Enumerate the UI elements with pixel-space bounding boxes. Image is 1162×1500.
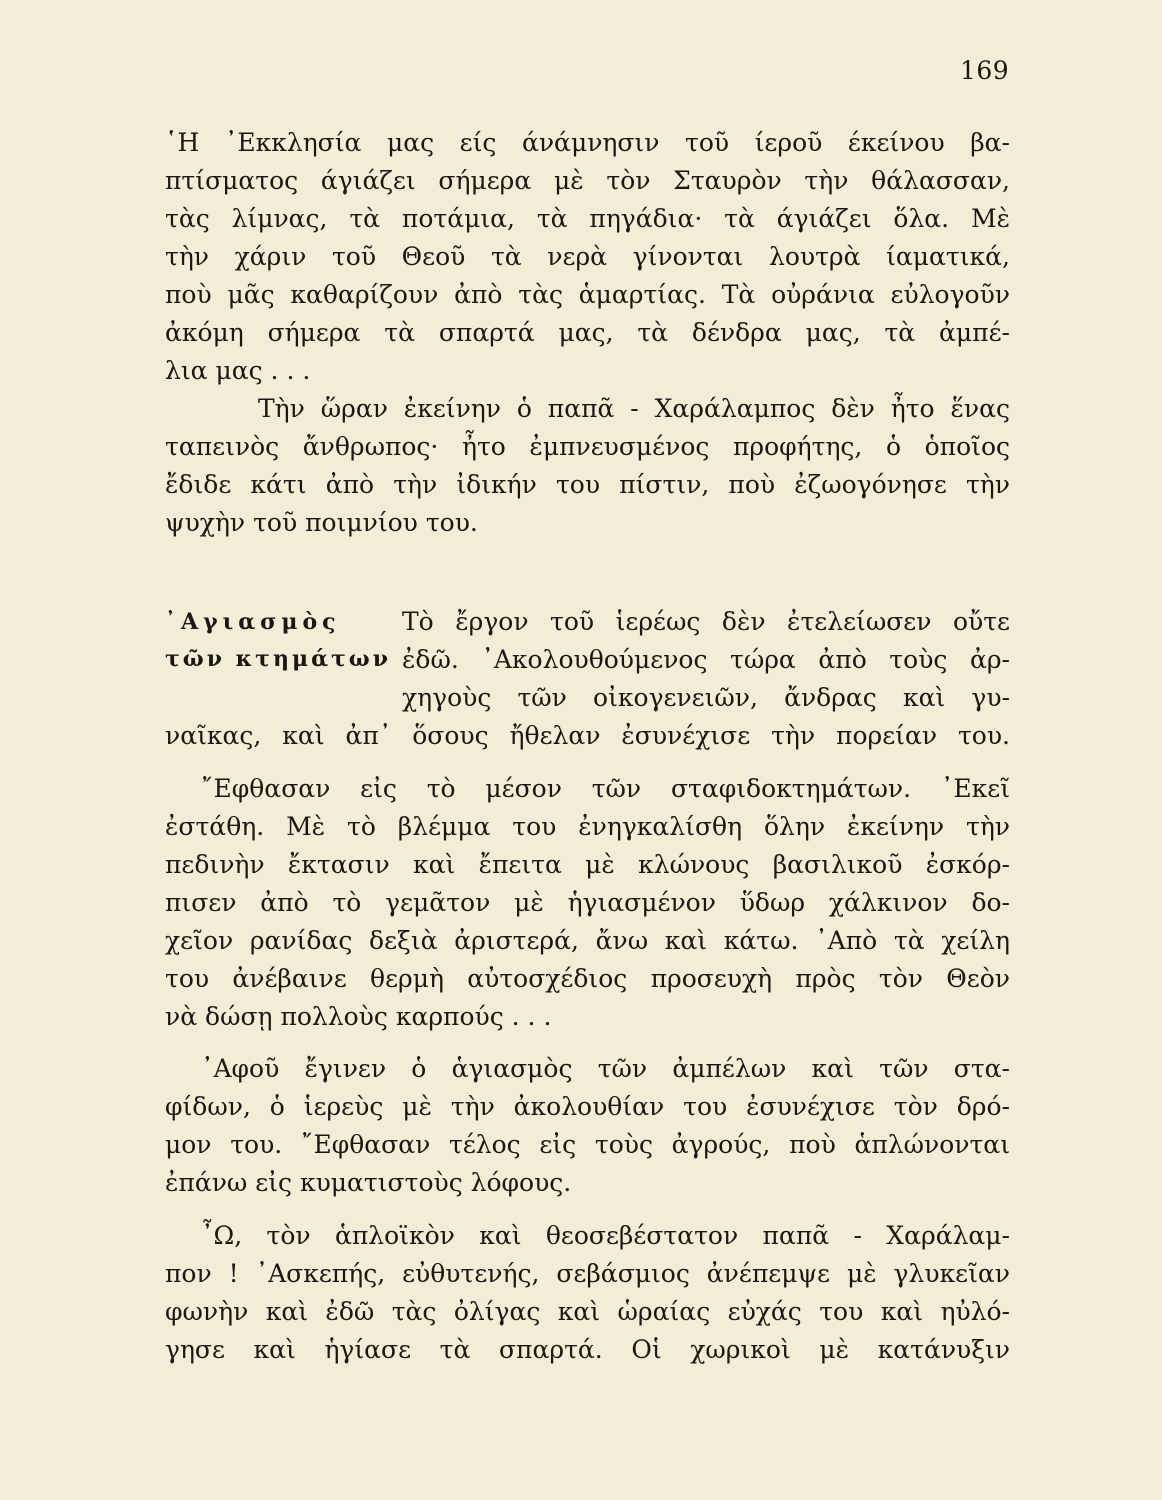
- text-line: ῎Εφθασαν εἰς τὸ μέσον τῶν σταφιδοκτημάτων. ᾿Εκεῖ: [201, 774, 1010, 803]
- text-line: Τὴν ὥραν ἐκείνην ὁ παπᾶ - Χαράλαμπος δὲν ἦτο ἕνας: [258, 394, 1010, 423]
- text-line: τὰς λίμνας, τὰ ποτάμια, τὰ πηγάδια· τὰ άγιάζει ὅλα. Μὲ: [165, 204, 1010, 233]
- text-line: ἐδῶ. ᾿Ακολουθούμενος τώρα ἀπὸ τοὺς ἀρ-: [402, 645, 1010, 674]
- text-line: του ἀνέβαινε θερμὴ αὐτοσχέδιος προσευχὴ πρὸς τὸν Θεὸν: [165, 964, 1010, 993]
- text-line: ῏Ω, τὸν ἁπλοϊκὸν καὶ θεοσεβέστατον παπᾶ - Χαράλαμ-: [201, 1221, 1010, 1250]
- text-line: τὴν χάριν τοῦ Θεοῦ τὰ νερὰ γίνονται λουτρὰ ίαματικά,: [165, 242, 1010, 271]
- text-line: ναῖκας, καὶ ἀπ᾿ ὅσους ἤθελαν ἐσυνέχισε τὴν πορείαν του.: [165, 721, 1010, 750]
- text-line: πισεν ἀπὸ τὸ γεμᾶτον μὲ ἡγιασμένον ὕδωρ χάλκινον δο-: [165, 888, 1010, 917]
- text-line: πτίσματος άγιάζει σήμερα μὲ τὸν Σταυρὸν τὴν θάλασσαν,: [165, 166, 1010, 195]
- text-line: χεῖον ρανίδας δεξιὰ ἀριστερά, ἄνω καὶ κάτω. ᾿Απὸ τὰ χείλη: [165, 926, 1010, 955]
- text-line: φωνὴν καὶ ἐδῶ τὰς ὀλίγας καὶ ὡραίας εὐχάς του καὶ ηὐλό-: [165, 1297, 1010, 1326]
- text-line: ποὺ μᾶς καθαρίζουν ἀπὸ τὰς ἁμαρτίας. Τὰ οὐράνια εὐλογοῦν: [165, 280, 1010, 309]
- text-line: χηγοὺς τῶν οἰκογενειῶν, ἄνδρας καὶ γυ-: [402, 683, 1010, 712]
- text-line: ἀκόμη σήμερα τὰ σπαρτά μας, τὰ δένδρα μας, τὰ ἀμπέ-: [165, 318, 1010, 347]
- text-line: νὰ δώσῃ πολλοὺς καρπούς . . .: [165, 1002, 552, 1031]
- text-line: Τὸ ἔργον τοῦ ἱερέως δὲν ἐτελείωσεν οὔτε: [402, 607, 1010, 636]
- text-line: ταπεινὸς ἄνθρωπος· ἦτο ἐμπνευσμένος προφήτης, ὁ ὁποῖος: [165, 432, 1010, 461]
- text-line: λια μας . . .: [165, 356, 311, 385]
- text-line: πον ! ᾿Ασκεπής, εὐθυτενής, σεβάσμιος ἀνέπεμψε μὲ γλυκεῖαν: [165, 1259, 1010, 1288]
- text-line: ἔδιδε κάτι ἀπὸ τὴν ἰδικήν του πίστιν, ποὺ ἐζωογόνησε τὴν: [165, 470, 1010, 499]
- text-line: ἐστάθη. Μὲ τὸ βλέμμα του ἐνηγκαλίσθη ὅλην ἐκείνην τὴν: [165, 812, 1010, 841]
- text-line: μον του. ῎Εφθασαν τέλος εἰς τοὺς ἀγρούς, ποὺ ἁπλώνονται: [165, 1130, 1010, 1159]
- text-line: ῾Η ᾿Εκκλησία μας είς άνάμνησιν τοῦ ίεροῦ έκείνου βα-: [165, 128, 1010, 157]
- text-line: φίδων, ὁ ἱερεὺς μὲ τὴν ἀκολουθίαν του ἐσυνέχισε τὸν δρό-: [165, 1092, 1010, 1121]
- text-line: ᾿Αφοῦ ἔγινεν ὁ ἁγιασμὸς τῶν ἀμπέλων καὶ τῶν στα-: [201, 1054, 1010, 1083]
- side-title-line-1: ᾿Αγιασμὸς: [165, 609, 341, 635]
- text-line: πεδινὴν ἔκτασιν καὶ ἔπειτα μὲ κλώνους βασιλικοῦ ἐσκόρ-: [165, 850, 1010, 879]
- text-line: γησε καὶ ἡγίασε τὰ σπαρτά. Οἱ χωρικοὶ μὲ κατάνυξιν: [165, 1335, 1010, 1364]
- page-number: 169: [960, 56, 1010, 85]
- side-title-line-2: τῶν κτημάτων: [165, 646, 392, 672]
- text-line: ἐπάνω εἰς κυματιστοὺς λόφους.: [165, 1168, 572, 1197]
- text-line: ψυχὴν τοῦ ποιμνίου του.: [165, 508, 478, 537]
